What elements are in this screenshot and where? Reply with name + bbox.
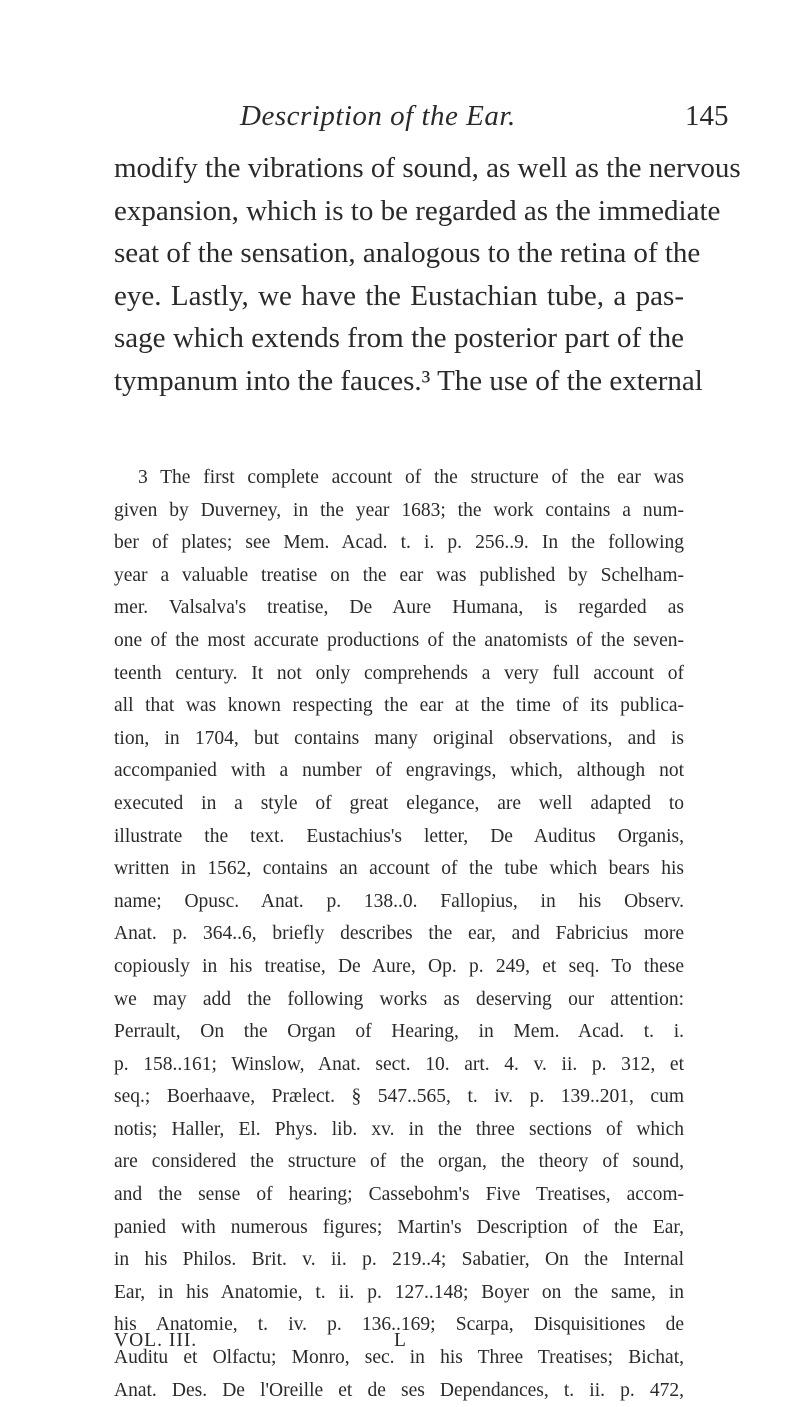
footnote-line: 3 The first complete account of the structure of the ear was (138, 467, 684, 488)
footnote-line: are considered the structure of the organ, the theory of sound, (114, 1151, 684, 1173)
footnote-line: panied with numerous figures; Martin's Description of the Ear, (114, 1216, 684, 1238)
footnote-line: written in 1562, contains an account of the tube which bears his (114, 858, 684, 880)
body-line: tympanum into the fauces.³ The use of the external (114, 364, 703, 397)
signature-mark: L (394, 1330, 406, 1351)
footnote-line: given by Duverney, in the year 1683; the work contains a num- (114, 499, 684, 521)
footnote-line: copiously in his treatise, De Aure, Op. p. 249, et seq. To these (114, 955, 684, 977)
body-line: seat of the sensation, analogous to the retina of the (114, 237, 701, 269)
footnote-line: year a valuable treatise on the ear was published by Schelham- (114, 564, 684, 586)
page-number: 145 (685, 100, 729, 132)
running-title: Description of the Ear. (240, 100, 516, 132)
volume-label: VOL. III. (114, 1330, 198, 1351)
footnote (114, 462, 684, 1407)
footnote-line: teenth century. It not only comprehends a very full account of (114, 662, 684, 684)
footnote-line: in his Philos. Brit. v. ii. p. 219..4; Sabatier, On the Internal (114, 1249, 684, 1271)
footnote-line: tion, in 1704, but contains many original observations, and is (114, 727, 684, 749)
footnote-line: one of the most accurate productions of the anatomists of the seven- (114, 629, 684, 651)
footnote-line: mer. Valsalva's treatise, De Aure Humana, is regarded as (114, 597, 684, 619)
body-paragraph (114, 147, 741, 402)
footnote-line: ber of plates; see Mem. Acad. t. i. p. 256..9. In the following (114, 532, 684, 554)
footnote-line: accompanied with a number of engravings, which, although not (114, 760, 684, 782)
body-line: expansion, which is to be regarded as the immediate (114, 194, 721, 227)
footnote-line: notis; Haller, El. Phys. lib. xv. in the three sections of which (114, 1118, 684, 1140)
body-line: modify the vibrations of sound, as well as the nervous (114, 152, 741, 184)
footnote-line: Ear, in his Anatomie, t. ii. p. 127..148; Boyer on the same, in (114, 1281, 684, 1303)
footnote-line: seq.; Boerhaave, Prælect. § 547..565, t. iv. p. 139..201, cum (114, 1086, 684, 1108)
footnote-line: his Anatomie, t. iv. p. 136..169; Scarpa, Disquisitiones de (114, 1314, 684, 1336)
footnote-line: and the sense of hearing; Cassebohm's Five Treatises, accom- (114, 1184, 684, 1206)
footnote-line: we may add the following works as deserving our attention: (114, 988, 684, 1010)
footnote-line: illustrate the text. Eustachius's letter, De Auditus Organis, (114, 825, 684, 847)
footnote-line: name; Opusc. Anat. p. 138..0. Fallopius, in his Observ. (114, 890, 684, 912)
footnote-line: Anat. Des. De l'Oreille et de ses Dependances, t. ii. p. 472, (114, 1379, 684, 1401)
footnote-line: all that was known respecting the ear at the time of its publica- (114, 695, 684, 717)
running-head (0, 96, 800, 140)
signature-line (114, 1330, 684, 1360)
footnote-line: executed in a style of great elegance, are well adapted to (114, 792, 684, 814)
footnote-line: Auditu et Olfactu; Monro, sec. in his Three Treatises; Bichat, (114, 1347, 684, 1369)
footnote-line: p. 158..161; Winslow, Anat. sect. 10. art. 4. v. ii. p. 312, et (114, 1053, 684, 1075)
footnote-line: Perrault, On the Organ of Hearing, in Mem. Acad. t. i. (114, 1021, 684, 1043)
body-line: sage which extends from the posterior part of the (114, 322, 684, 354)
body-line: eye. Lastly, we have the Eustachian tube, a pas- (114, 279, 684, 312)
footnote-line: Anat. p. 364..6, briefly describes the ear, and Fabricius more (114, 923, 684, 945)
